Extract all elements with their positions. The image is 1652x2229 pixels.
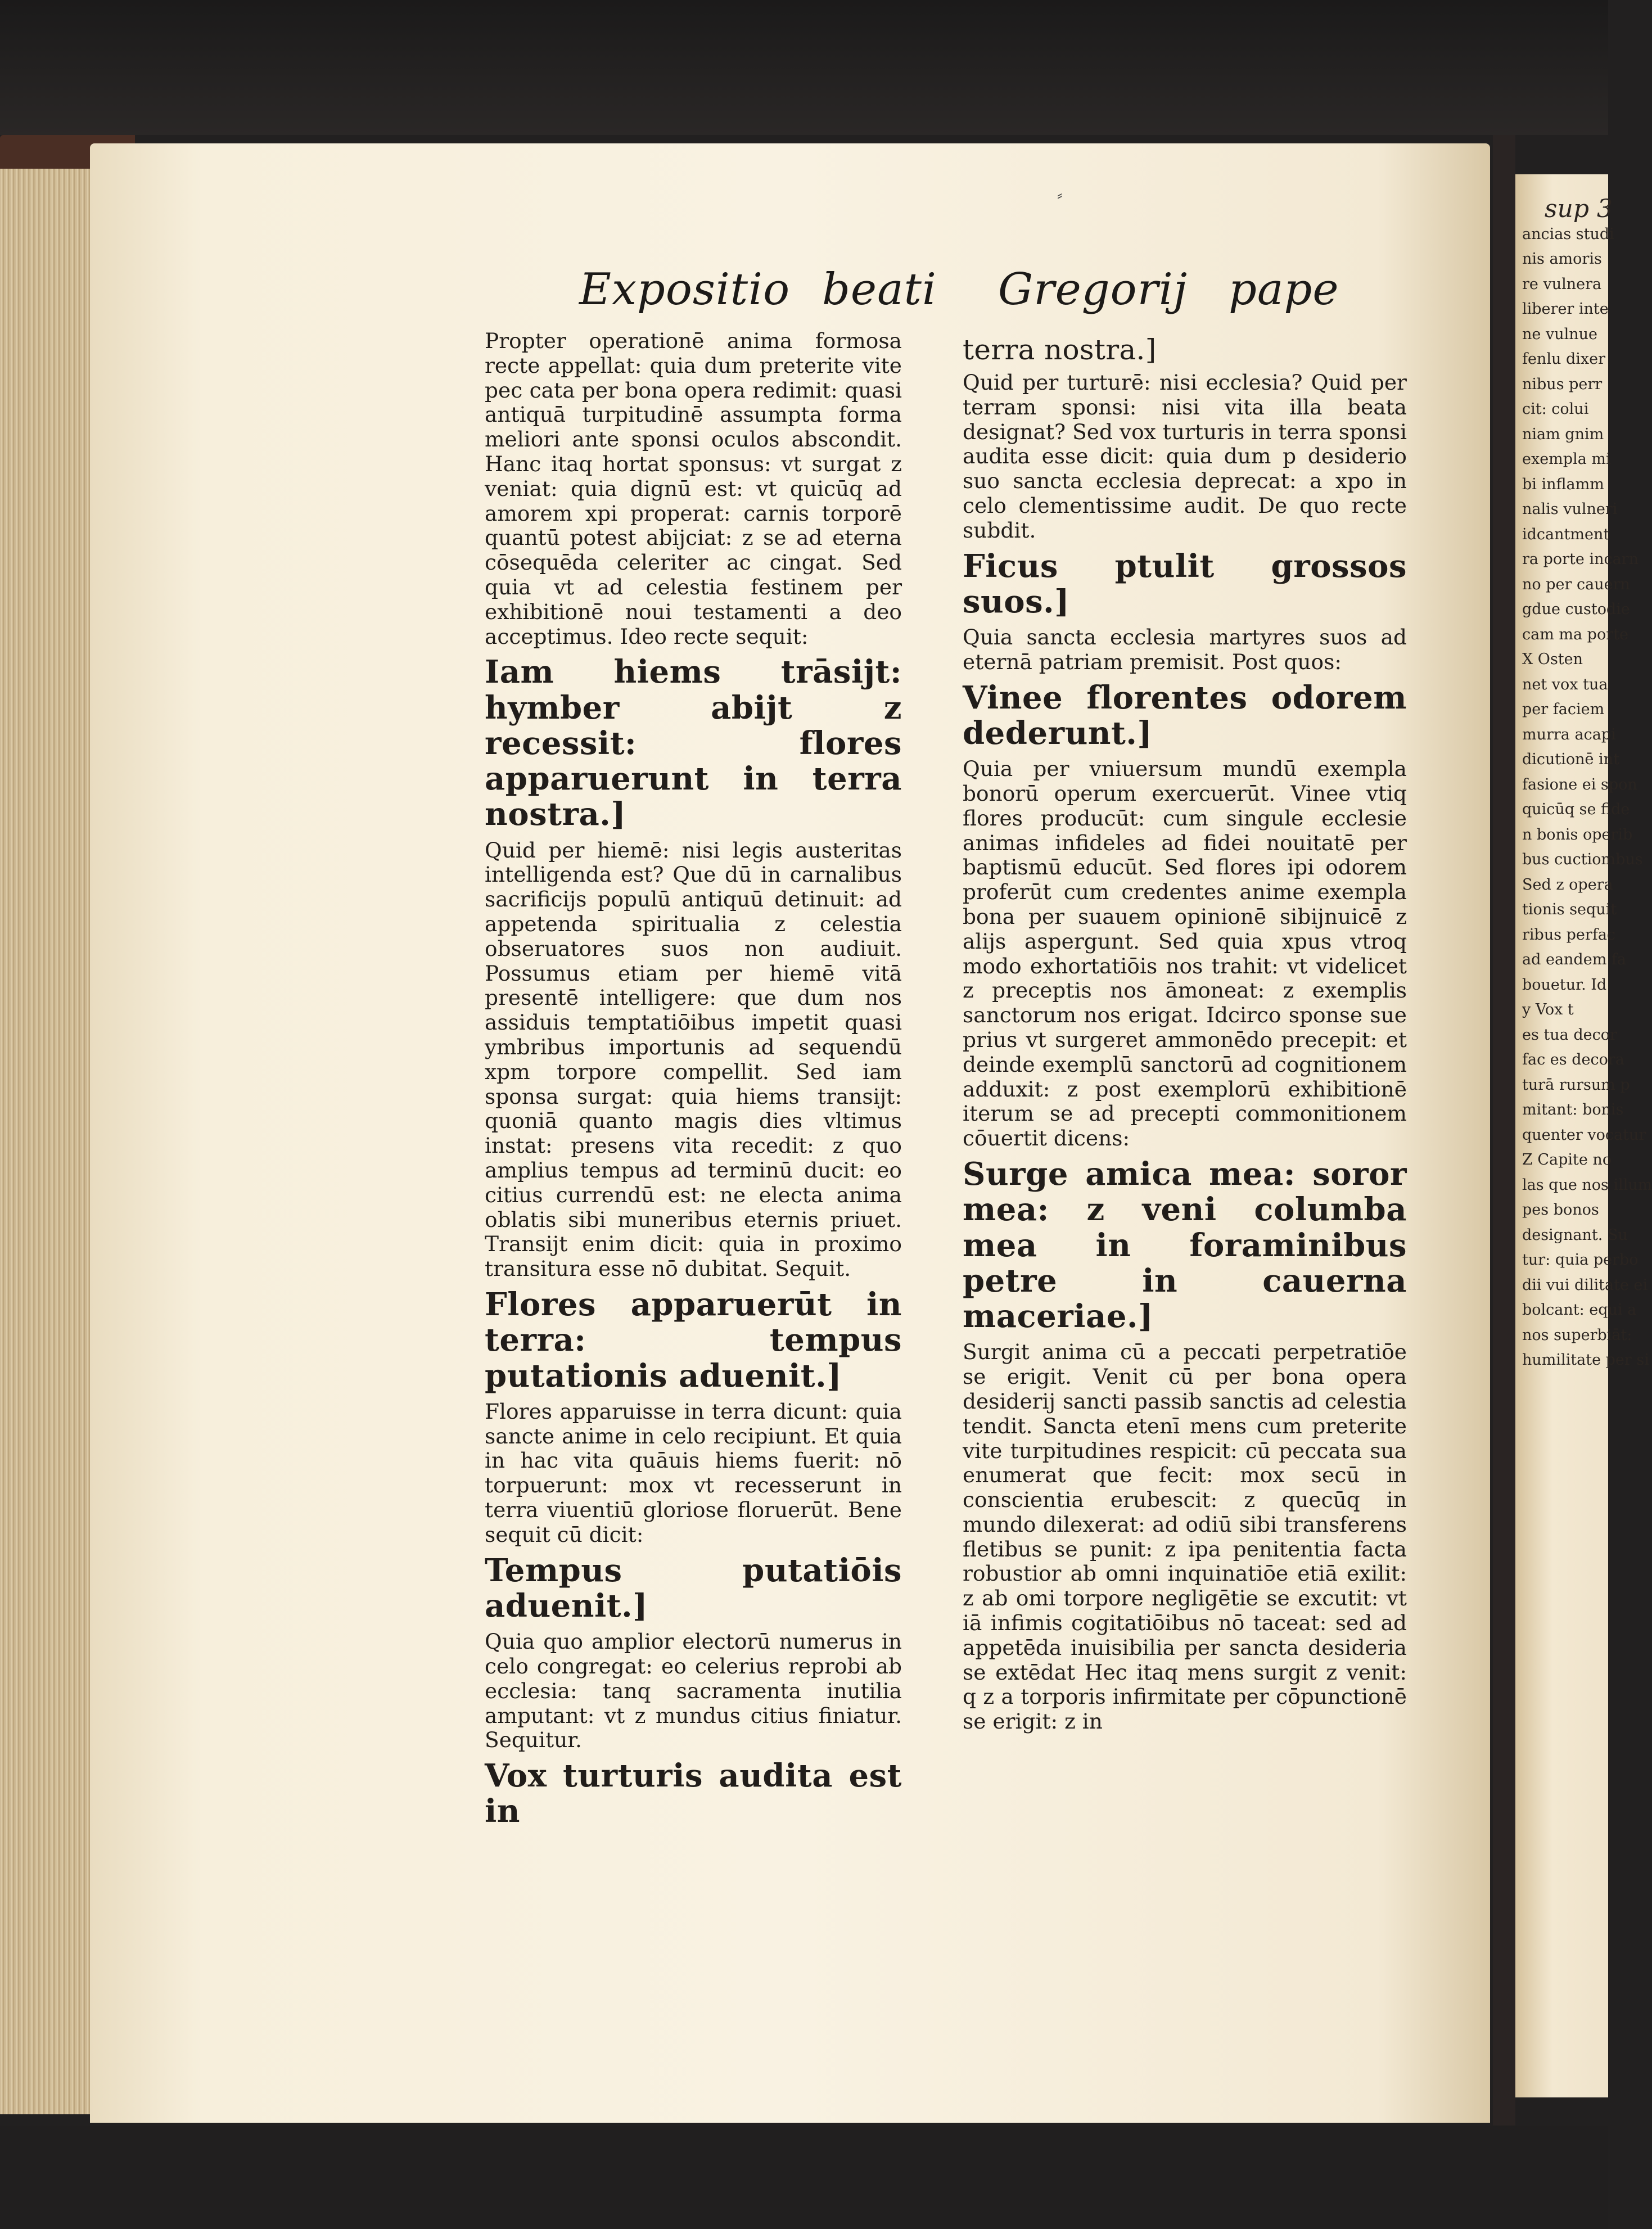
header-word-beati: beati (822, 264, 937, 315)
facing-page-line: tur: quia perbo (1522, 1251, 1639, 1269)
left-lemma-iam-hiems: Iam hiems trāsijt: hymber abijt z recessit: flores apparuerunt in terra nostra.] (485, 653, 902, 833)
facing-page-line: ribus perfac (1522, 926, 1616, 944)
header-word-pape: pape (1229, 264, 1339, 315)
facing-page-line: designant. Su (1522, 1226, 1628, 1244)
facing-page-line: liberer inte (1522, 300, 1609, 318)
facing-page-line: bouetur. Id (1522, 976, 1607, 994)
book-gutter (1493, 135, 1515, 2159)
right-paragraph-1: Quid per turturē: nisi ecclesia? Quid per terram sponsi: nisi vita illa beata designat? Sed vox turturis in terra sponsi audita esse dicit: quia dum p desiderio suo sancta ecclesia deprecat: a xpo in celo clementissime audit. De quo recte subdit. (963, 370, 1407, 543)
right-text-column (963, 329, 1407, 1738)
facing-page-line: humilitate per si (1522, 1351, 1649, 1369)
facing-page-line: niam gnim (1522, 425, 1604, 443)
facing-page-line: murra acapi (1522, 725, 1616, 743)
facing-page-line: ad eandem fa (1522, 951, 1626, 968)
facing-page-folio: sup 3 (1544, 195, 1613, 223)
left-text-column (485, 329, 902, 1835)
facing-page-line: re vulnera (1522, 275, 1602, 293)
facing-page-line: tionis sequit (1522, 901, 1617, 918)
facing-page-edge (1515, 174, 1652, 2097)
facing-page-line: dicutionē int (1522, 751, 1619, 768)
facing-page-line: per faciem (1522, 701, 1605, 718)
left-lemma-tempus: Tempus putatiōis aduenit.] (485, 1551, 902, 1625)
facing-page-line: nis amoris (1522, 250, 1602, 268)
facing-page-line: quicūq se fide (1522, 801, 1630, 818)
left-lemma-flores: Flores apparuerūt in terra: tempus putationis aduenit.] (485, 1286, 902, 1395)
facing-page-line: cit: colui (1522, 400, 1589, 418)
scan-bottom-shadow (0, 2126, 1608, 2229)
left-paragraph-2: Quid per hiemē: nisi legis austeritas intelligenda est? Que dū in carnalibus sacrificijs populū antiquū detinuit: ad appetenda spiritualia z celestia obseruatores suos non audiuit. Possumus etiam per hiemē vitā presentē intelligere: que dum nos assiduis temptatiōibus impetit quasi ymbribus importunis ad sequendū xpm torpore compellit. Sed iam sponsa surgat: quia hiems transijt: quoniā quanto magis dies vltimus instat: presens vita recedit: z quo amplius tempus ad terminū ducit: eo citius currendū est: ne electa anima oblatis sibi muneribus eternis priuet. Transijt enim dicit: quia in proximo transitura esse nō dubitat. Sequit. (485, 837, 902, 1282)
right-lemma-ficus: Ficus ptulit grossos suos.] (963, 547, 1407, 620)
facing-page-line: idcantment (1522, 525, 1610, 543)
left-paragraph-4: Quia quo amplior electorū numerus in celo congregat: eo celerius reprobi ab ecclesia: tanq sacramenta inutilia amputant: vt z mundus citius finiatur. Sequitur. (485, 1629, 902, 1753)
scan-top-shadow (0, 0, 1608, 135)
facing-page-line: nos superbiāt: (1522, 1326, 1632, 1344)
facing-page-line: dii vui dilitate ei (1522, 1276, 1648, 1294)
right-paragraph-3: Quia per vniuersum mundū exempla bonorū operum exercuerūt. Vinee vtiq flores producūt: cum singule ecclesie animas infideles ad fidei nouitatē per baptismū educūt. Sed flores ipi odorem proferūt cum credentes anime exempla bona per suauem opinionē sibijnuicē z alijs aspergunt. Sed quia xpus vtroq modo exhortatiōis nos trahit: vt videlicet z preceptis nos āmoneat: z exemplis sanctorum nos erigat. Idcirco sponse sue prius vt surgeret ammonēdo precepit: et deinde exemplū sanctorū ad cognitionem adduxit: z post exemplorū exhibitionē iterum se ad precepti commonitionem cōuertit dicens: (963, 756, 1407, 1151)
facing-page-line: ne vulnue (1522, 325, 1597, 343)
facing-page-line: cam ma porte (1522, 625, 1628, 643)
right-lemma-terra-nostra: terra nostra.] (963, 333, 1157, 366)
facing-page-line: nalis vulneri (1522, 500, 1618, 518)
facing-page-line: mitant: bonis (1522, 1101, 1624, 1118)
right-paragraph-4: Surgit anima cū a peccati perpetratiōe se erigit. Venit cū per bona opera desiderij sancti passib sanctis ad celestia tendit. Sancta etenī mens cum preterite vite turpitudines respicit: cū peccata sua enumerat que fecit: mox secū in conscientia erubescit: z quecūq in mundo dilexerat: ad odiū sibi transferens fletibus se punit: z ipa penitentia facta robustior ab omni inquinatiōe etiā exilit: z ab omi torpore negligētie se excutit: vt iā infimis cogitatiōibus nō taceat: sed ad appetēda inuisibilia per sancta desideria se extēdat Hec itaq mens surgit z venit: q z a torporis infirmitate per cōpunctionē se erigit: z in (963, 1339, 1407, 1734)
facing-page-line: gdue custodie (1522, 601, 1630, 618)
right-lemma-surge-amica: Surge amica mea: soror mea: z veni columba mea in foraminibus petre in cauerna maceriae.] (963, 1155, 1407, 1335)
facing-page-line: net vox tua (1522, 675, 1608, 693)
facing-page-line: ra porte incarn (1522, 551, 1639, 568)
facing-page-line: y Vox t (1522, 1001, 1574, 1018)
facing-page-line: bolcant: equi a (1522, 1301, 1637, 1319)
facing-page-line: bus cuctiombus (1522, 851, 1643, 868)
header-word-gregorij: Gregorij (998, 264, 1188, 315)
right-lemma-vinee: Vinee florentes odorem dederunt.] (963, 679, 1407, 752)
facing-page-line: n bonis operib (1522, 825, 1633, 843)
left-paragraph-1: Propter operationē anima formosa recte appellat: quia dum preterite vite pec cata per bona opera redimit: quasi antiquā turpitudinē assumpta forma meliori ante sponsi oculos abscondit. Hanc itaq hortat sponsus: vt surgat z veniat: quia dignū est: vt quicūq ad amorem xpi properat: carnis torporē quantū potest abijciat: z se ad eterna cōsequēda celeriter ac cingat. Sed quia vt ad celestia festinem per exhibitionē noui testamenti a deo acceptimus. Ideo recte sequit: (485, 328, 902, 649)
facing-page-line: fac es decora (1522, 1051, 1624, 1068)
facing-page-line: X Osten (1522, 651, 1583, 668)
facing-page-line: fenlu dixer (1522, 350, 1605, 368)
facing-page-text (1515, 174, 1652, 1373)
left-lemma-vox-turturis: Vox turturis audita est in (485, 1757, 902, 1830)
facing-page-line: ancias studi (1522, 225, 1614, 243)
facing-page-line: Z Capite no (1522, 1151, 1612, 1168)
facing-page-line: exempla mi (1522, 450, 1611, 468)
facing-page-line: es tua decor (1522, 1026, 1617, 1044)
facing-page-line: Sed z opera (1522, 876, 1613, 894)
right-paragraph-2: Quia sancta ecclesia martyres suos ad eternā patriam premisit. Post quos: (963, 625, 1407, 674)
facing-page-line: pes bonos (1522, 1201, 1599, 1219)
facing-page-line: nibus perr (1522, 375, 1603, 393)
header-word-expositio: Expositio (579, 264, 791, 315)
facing-page-line: bi inflamm (1522, 475, 1604, 493)
facing-page-line: no per cauern (1522, 575, 1630, 593)
facing-page-line: fasione ei spon (1522, 775, 1637, 793)
facing-page-line: las que nos illum (1522, 1176, 1652, 1194)
left-paragraph-3: Flores apparuisse in terra dicunt: quia sancte anime in celo recipiunt. Et quia in hac vita quāuis hiems fuerit: nō torpuerunt: mox vt recesserunt in terra viuentiū gloriose floruerūt. Bene sequit cū dicit: (485, 1398, 902, 1547)
facing-page-line: quenter vocatur (1522, 1126, 1646, 1144)
facing-page-line: turā rursum p (1522, 1076, 1630, 1094)
stray-ink-mark: ⸗ (1057, 186, 1063, 204)
